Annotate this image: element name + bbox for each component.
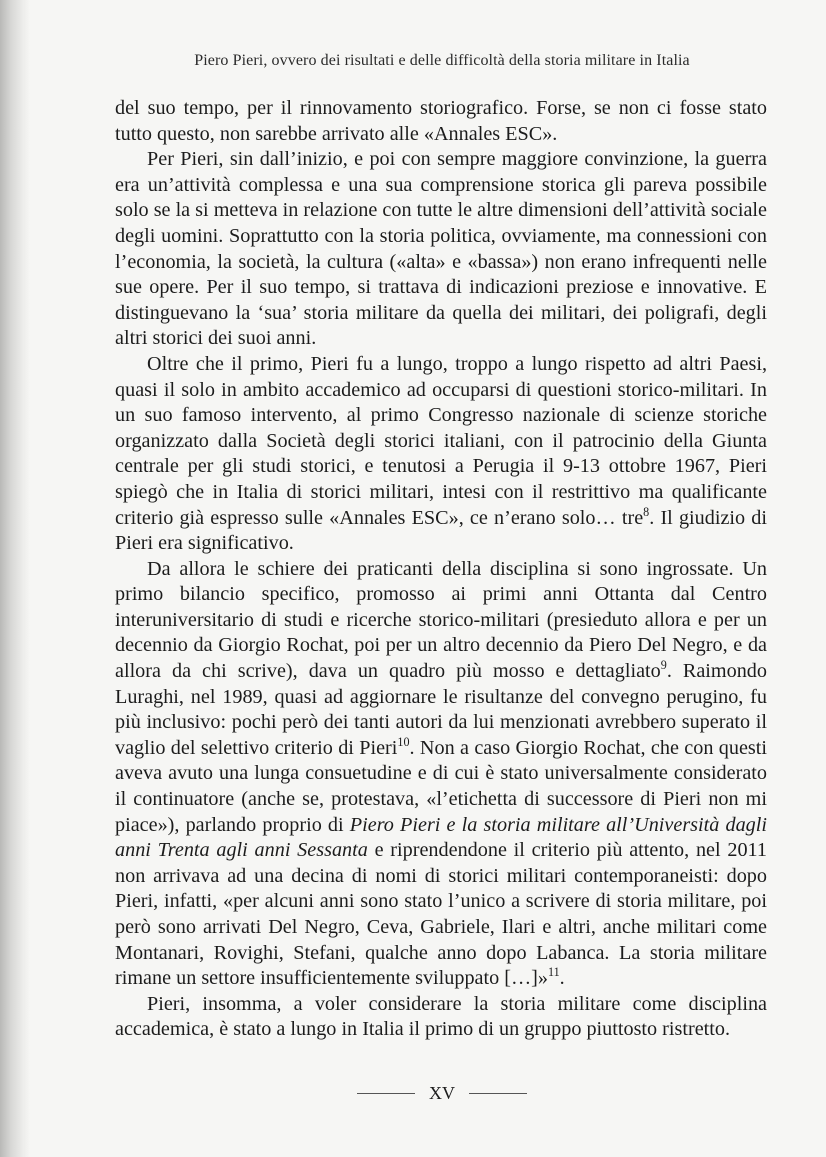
paragraph-4-part-c: . Non a caso Giorgio Rochat, che con questi aveva avuto una lunga consuetudine e di cui è stato universalmente considerato il continuatore (anche se, protestava, «l’etichetta di successore di Pieri non mi piace»), parlando proprio di: [115, 736, 767, 836]
folio-rule-left: [357, 1093, 415, 1094]
paragraph-2: Per Pieri, sin dall’inizio, e poi con sempre maggiore convinzione, la guerra era un’attività complessa e una sua comprensione storica gli pareva possibile solo se la si metteva in relazione con tutte le altre dimensioni dell’attività sociale degli uomini. Soprattutto con la storia politica, ovviamente, ma connessioni con l’economia, la società, la cultura («alta» e «bassa») non erano infrequenti nelle sue opere. Per il suo tempo, si trattava di indicazioni preziose e innovative. E distinguevano la ‘sua’ storia militare da quella dei militari, dei poligrafi, degli altri storici dei suoi anni.: [115, 148, 767, 350]
paragraph-4: [115, 557, 767, 992]
paragraph-4-part-d: e riprendendone il criterio più attento, nel 2011 non arrivava ad una decina di nomi di storici militari contemporaneisti: dopo Pieri, infatti, «per alcuni anni sono stato l’unico a scrivere di storia militare, poi però sono arrivati Del Negro, Ceva, Gabriele, Ilari e altri, anche militari come Montanari, Rovighi, Stefani, qualche anno dopo Labanca. La storia militare rimane un settore insufficientemente sviluppato […]»: [115, 839, 767, 990]
running-head: Piero Pieri, ovvero dei risultati e delle difficoltà della storia militare in Italia: [194, 52, 690, 69]
footnote-ref-10: 10: [397, 734, 410, 749]
paragraph-4-part-a: Da allora le schiere dei praticanti della disciplina si sono ingrossate. Un primo bilancio specifico, promosso ai primi anni Ottanta dal Centro interuniversitario di studi e ricerche storico-militari (presieduto allora e per un decennio da Giorgio Rochat, poi per un altro decennio da Piero Del Negro, e da allora da chi scrive), dava un quadro più mosso e dettagliato: [115, 557, 767, 683]
paragraph-3: [115, 352, 767, 557]
paragraph-5: Pieri, insomma, a voler considerare la storia militare come disciplina accademica, è stato a lungo in Italia il primo di un gruppo piuttosto ristretto.: [115, 992, 767, 1041]
footnote-ref-11: 11: [547, 965, 560, 980]
paragraph-1: del suo tempo, per il rinnovamento storiografico. Forse, se non ci fosse stato tutto questo, non sarebbe arrivato alle «Annales ESC».: [115, 97, 767, 145]
page-footer: [0, 1083, 826, 1104]
paragraph-3-tail: . Il giudizio di Pieri era significativo.: [115, 506, 767, 555]
paragraph-4-part-e: .: [559, 967, 565, 990]
paragraph-4-part-b: . Raimondo Luraghi, nel 1989, quasi ad aggiornare le risultanze del convegno perugino, fu più inclusivo: pochi però dei tanti autori da lui menzionati avrebbero superato il vaglio del selettivo criterio di Pieri: [115, 660, 767, 759]
body-text: [115, 96, 767, 1043]
page-number: XV: [429, 1083, 455, 1103]
paragraph-3-text: Oltre che il primo, Pieri fu a lungo, troppo a lungo rispetto ad altri Paesi, quasi il solo in ambito accademico ad occuparsi di questioni storico-militari. In un suo famoso intervento, al primo Congresso nazionale di scienze storiche organizzato dalla Società degli storici italiani, con il patrocinio della Giunta centrale per gli studi storici, e tenutosi a Perugia il 9-13 ottobre 1967, Pieri spiegò che in Italia di storici militari, intesi con il restrittivo ma qualificante criterio già espresso sulle «Annales ESC», ce n’erano solo… tre: [115, 352, 767, 529]
footnote-ref-8: 8: [643, 504, 650, 519]
footnote-ref-9: 9: [660, 658, 667, 673]
cited-title: Piero Pieri e la storia militare all’Università dagli anni Trenta agli anni Sessanta: [115, 813, 767, 862]
page-gutter-shadow: [0, 0, 30, 1157]
folio-rule-right: [469, 1093, 527, 1094]
